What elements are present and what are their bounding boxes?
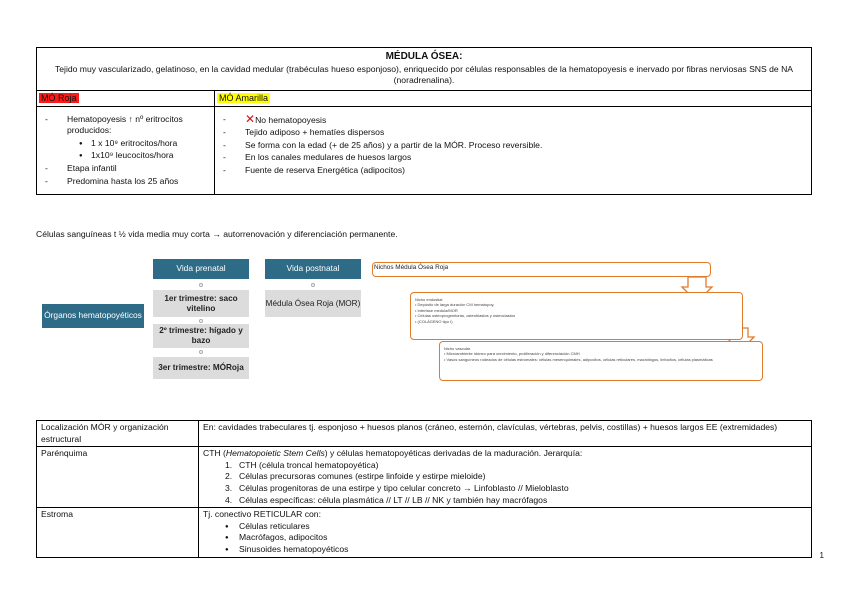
mor-box: Médula Ósea Roja (MOR) [265, 290, 361, 317]
structure-table [36, 420, 812, 558]
row-content: En: cavidades trabeculares tj. esponjoso + huesos planos (cráneo, esternón, clavículas, vértebras, pelvis, costillas) + huesos largos EE (extremidades) [199, 421, 812, 447]
list-item: ● Sinusoides hematopoyéticos [225, 544, 807, 556]
page-title: MÉDULA ÓSEA: [385, 51, 463, 62]
list-item: 2. Células precursoras comunes (estirpe linfoide y estirpe mieloide) [225, 471, 486, 482]
list-item: ● Macrófagos, adipocitos [225, 532, 807, 544]
list-item: - Tejido adiposo + hematíes dispersos [223, 127, 807, 139]
list-item: - Hematopoyesis ↑ nº eritrocitos producidos: [45, 114, 210, 137]
list-item: ● 1x10⁹ leucocitos/hora [45, 150, 210, 162]
nichos-title: Nichos Médula Ósea Roja [374, 264, 449, 271]
list-item: • Interface medula/MOR [415, 308, 738, 313]
title-description: Tejido muy vascularizado, gelatinoso, en la cavidad medular (trabéculas hueso esponjoso), enriquecido por células responsables de la hematopoyesis e inervado por fibras nerviosas SNS de NA (noradrenalina). [54, 63, 794, 86]
intro-text: CTH ( [203, 448, 226, 459]
list-item: • Células osteoprogenitoras, osteoblastos y osteoclastos [415, 313, 738, 318]
table-row [37, 447, 812, 508]
list-item: - Se forma con la edad (+ de 25 años) y a partir de la MÓR. Proceso reversible. [223, 140, 807, 152]
organos-box: Órganos hematopoyéticos [42, 304, 144, 328]
list-item: 3. Células progenitoras de una estirpe y tipo celular concreto → Linfoblasto // Mieloblasto [225, 482, 569, 493]
trimester-2-box: 2º trimestre: hígado y bazo [153, 324, 249, 348]
row-label: Parénquima [37, 447, 199, 508]
page-number: 1 [819, 551, 824, 560]
list-item-text: No hematopoyesis [255, 114, 327, 125]
table-row [37, 421, 812, 447]
trimester-1-box: 1er trimestre: saco vitelino [153, 290, 249, 317]
list-item: 4. Células específicas: célula plasmática // LT // LB // NK y también hay macrófagos [225, 494, 548, 505]
vascular-title: Nicho vascular [444, 346, 471, 351]
cells-lifetime-note: Células sanguíneas t ½ vida media muy corta → autorrenovación y diferenciación permanente. [36, 229, 398, 239]
list-item: ● 1 x 10⁹ eritrocitos/hora [45, 138, 210, 150]
list-item: - Fuente de reserva Energética (adipocitos) [223, 165, 807, 177]
row-content [199, 508, 812, 557]
amarilla-label: MÓ Amarilla [219, 92, 269, 103]
row-content [199, 447, 812, 508]
row-label: Localización MÓR y organización estructural [37, 421, 199, 447]
table-row [37, 508, 812, 557]
cross-icon: ✕ [245, 111, 256, 126]
list-item: • Vasos sanguíneos rodeados de células estromales: células mesenquimales, adipocitos, células reticulares, macrófagos, linfocitos, células plasmáticas [444, 357, 758, 362]
postnatal-box: Vida postnatal [265, 259, 361, 279]
list-item: • Microambiente idóneo para crecimiento, proliferación y diferenciación CMH [444, 351, 758, 356]
intro-text: ) y células hematopoyéticas derivadas de la maduración. Jerarquía: [324, 448, 583, 459]
list-item: ● Células reticulares [225, 521, 807, 533]
endostal-title: Nicho endostial [415, 297, 443, 302]
trimester-3-box: 3er trimestre: MÓRoja [153, 357, 249, 379]
intro-text: Tj. conectivo RETICULAR con: [203, 509, 321, 520]
list-item: • (COLÁGENO tipo I) [415, 319, 738, 324]
list-item: - Predomina hasta los 25 años [45, 176, 210, 188]
list-item: - Etapa infantil [45, 163, 210, 175]
endostal-niche-box [410, 292, 743, 340]
row-label: Estroma [37, 508, 199, 557]
intro-italic: Hematopoietic Stem Cells [225, 448, 325, 459]
prenatal-box: Vida prenatal [153, 259, 249, 279]
list-item: 1. CTH (célula troncal hematopoyética) [225, 459, 379, 470]
vascular-niche-box [439, 341, 763, 381]
list-item: - En los canales medulares de huesos largos [223, 152, 807, 164]
roja-label: MÓ Roja [41, 92, 77, 103]
list-item: • Depósito de larga duración CM hematopoy. [415, 302, 738, 307]
